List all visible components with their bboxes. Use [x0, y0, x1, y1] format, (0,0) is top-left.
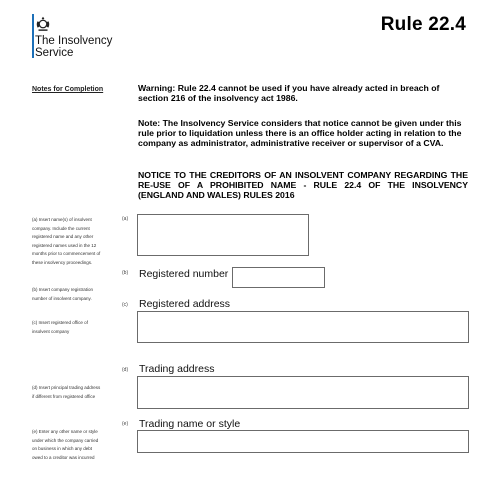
trading-address-label: Trading address: [139, 363, 215, 375]
note-a: [32, 216, 114, 268]
note-line: on business in which any debt: [32, 446, 93, 452]
notes-heading: Notes for Completion: [32, 86, 104, 93]
note-line: if different from registered office: [32, 393, 96, 399]
note-line: these insolvency proceedings.: [32, 259, 93, 265]
note-c: [32, 319, 114, 336]
note-line: registered name and any other: [32, 234, 94, 240]
trading-address-field[interactable]: [137, 376, 469, 409]
notice-title: NOTICE TO THE CREDITORS OF AN INSOLVENT COMPANY REGARDING THE RE-USE OF A PROHIBITED NAME - RULE 22.4 OF THE INSOLVENCY (ENGLAND AND WALES) RULES 2016: [138, 170, 468, 201]
royal-crest-icon: [34, 15, 52, 33]
trading-name-field[interactable]: [137, 430, 469, 453]
note-e: [32, 428, 114, 462]
note-line: company. Include the current: [32, 225, 90, 231]
note-line: insolvent company: [32, 328, 70, 334]
note-line: (d) Insert principal trading address: [32, 385, 101, 390]
company-name-field[interactable]: [137, 214, 309, 256]
field-marker-b: (b): [122, 270, 129, 276]
note-line: (e) Enter any other name or style: [32, 429, 98, 434]
note-line: registered names used in the 12: [32, 242, 97, 248]
note-line: months prior to commencement of: [32, 251, 101, 257]
org-name-line1: The Insolvency: [35, 35, 113, 47]
org-name: [35, 35, 112, 59]
note-b: [32, 286, 114, 303]
note-line: (c) Insert registered office of: [32, 320, 88, 325]
field-marker-c: (c): [122, 302, 128, 308]
field-marker-a: (a): [122, 216, 129, 222]
note-text: Note: The Insolvency Service considers that notice cannot be given under this rule prior to liquidation unless there is an office holder acting in relation to the company as administrator, administrative receiver or supervisor of a CVA.: [138, 118, 462, 149]
note-line: (b) Insert company registration: [32, 287, 94, 292]
warning-text: Warning: Rule 22.4 cannot be used if you have already acted in breach of section 216 of the insolvency act 1986.: [138, 83, 440, 104]
note-line: under which the company carried: [32, 437, 99, 443]
note-line: owed to a creditor was incurred: [32, 454, 95, 460]
note-line: (a) Insert name(s) of insolvent: [32, 217, 92, 222]
note-d: [32, 384, 114, 401]
registered-address-field[interactable]: [137, 311, 469, 343]
field-marker-e: (e): [122, 421, 129, 427]
registered-number-label: Registered number: [139, 268, 229, 280]
registered-address-label: Registered address: [139, 298, 231, 310]
registered-number-field[interactable]: [232, 267, 325, 288]
org-name-line2: Service: [35, 47, 74, 59]
trading-name-label: Trading name or style: [139, 418, 241, 430]
field-marker-d: (d): [122, 367, 129, 373]
rule-title: Rule 22.4: [380, 14, 466, 35]
note-line: number of insolvent company.: [32, 295, 92, 301]
